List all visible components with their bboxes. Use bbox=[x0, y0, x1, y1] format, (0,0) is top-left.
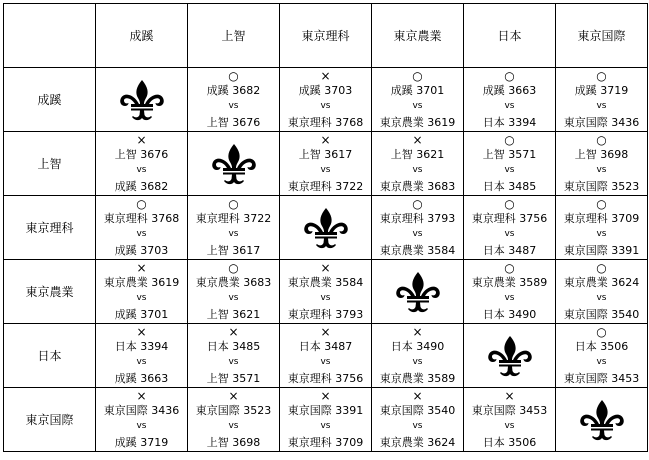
match-cell bbox=[188, 260, 280, 324]
home-score: 東京国際 3540 bbox=[379, 404, 456, 417]
table-row bbox=[4, 132, 648, 196]
diagonal-emblem-cell bbox=[372, 260, 464, 324]
away-score: 東京農業 3584 bbox=[379, 244, 456, 257]
away-score: 上智 3698 bbox=[206, 436, 261, 449]
fleur-de-lis-icon bbox=[118, 78, 166, 122]
row-header: 日本 bbox=[4, 324, 96, 388]
result-mark: × bbox=[504, 389, 515, 403]
vs-label: vs bbox=[320, 101, 331, 111]
result-mark: ○ bbox=[504, 261, 515, 275]
away-score: 成蹊 3701 bbox=[114, 308, 169, 321]
table-row bbox=[4, 388, 648, 452]
result-mark: × bbox=[320, 261, 331, 275]
result-mark: ○ bbox=[504, 69, 515, 83]
away-score: 日本 3506 bbox=[482, 436, 537, 449]
result-mark: × bbox=[412, 389, 423, 403]
match-cell bbox=[96, 132, 188, 196]
fleur-de-lis-icon bbox=[302, 206, 350, 250]
home-score: 上智 3698 bbox=[574, 148, 629, 161]
vs-label: vs bbox=[228, 357, 239, 367]
home-score: 日本 3394 bbox=[114, 340, 169, 353]
vs-label: vs bbox=[504, 421, 515, 431]
home-score: 上智 3617 bbox=[298, 148, 353, 161]
vs-label: vs bbox=[412, 357, 423, 367]
column-header: 日本 bbox=[464, 4, 556, 68]
diagonal-emblem-cell bbox=[280, 196, 372, 260]
vs-label: vs bbox=[412, 421, 423, 431]
table-row bbox=[4, 196, 648, 260]
result-mark: × bbox=[320, 69, 331, 83]
match-cell bbox=[556, 196, 648, 260]
match-cell bbox=[372, 132, 464, 196]
away-score: 東京理科 3722 bbox=[287, 180, 364, 193]
vs-label: vs bbox=[596, 357, 607, 367]
home-score: 東京国際 3523 bbox=[195, 404, 272, 417]
row-header: 東京理科 bbox=[4, 196, 96, 260]
home-score: 東京国際 3391 bbox=[287, 404, 364, 417]
result-mark: ○ bbox=[596, 69, 607, 83]
vs-label: vs bbox=[412, 101, 423, 111]
match-cell bbox=[280, 132, 372, 196]
match-cell bbox=[280, 260, 372, 324]
vs-label: vs bbox=[596, 293, 607, 303]
vs-label: vs bbox=[596, 229, 607, 239]
match-cell bbox=[188, 196, 280, 260]
home-score: 東京理科 3756 bbox=[471, 212, 548, 225]
result-mark: × bbox=[228, 389, 239, 403]
row-header: 東京農業 bbox=[4, 260, 96, 324]
fleur-de-lis-icon bbox=[394, 270, 442, 314]
match-cell bbox=[372, 388, 464, 452]
home-score: 上智 3621 bbox=[390, 148, 445, 161]
away-score: 日本 3485 bbox=[482, 180, 537, 193]
home-score: 成蹊 3682 bbox=[206, 84, 261, 97]
fleur-de-lis-icon bbox=[210, 142, 258, 186]
result-mark: × bbox=[136, 261, 147, 275]
vs-label: vs bbox=[596, 165, 607, 175]
column-header: 上智 bbox=[188, 4, 280, 68]
table-row bbox=[4, 68, 648, 132]
result-mark: ○ bbox=[412, 69, 423, 83]
match-cell bbox=[188, 324, 280, 388]
column-header: 東京国際 bbox=[556, 4, 648, 68]
home-score: 日本 3485 bbox=[206, 340, 261, 353]
vs-label: vs bbox=[504, 293, 515, 303]
match-cell bbox=[188, 388, 280, 452]
table-row bbox=[4, 260, 648, 324]
result-mark: ○ bbox=[596, 197, 607, 211]
home-score: 東京農業 3589 bbox=[471, 276, 548, 289]
away-score: 東京農業 3624 bbox=[379, 436, 456, 449]
result-mark: ○ bbox=[596, 325, 607, 339]
match-cell bbox=[96, 388, 188, 452]
home-score: 東京理科 3793 bbox=[379, 212, 456, 225]
home-score: 東京農業 3624 bbox=[563, 276, 640, 289]
away-score: 成蹊 3719 bbox=[114, 436, 169, 449]
result-mark: × bbox=[320, 325, 331, 339]
match-cell bbox=[372, 324, 464, 388]
vs-label: vs bbox=[320, 293, 331, 303]
vs-label: vs bbox=[228, 229, 239, 239]
vs-label: vs bbox=[320, 421, 331, 431]
result-mark: ○ bbox=[136, 197, 147, 211]
result-mark: ○ bbox=[596, 261, 607, 275]
home-score: 東京農業 3584 bbox=[287, 276, 364, 289]
away-score: 東京理科 3768 bbox=[287, 116, 364, 129]
row-header: 東京国際 bbox=[4, 388, 96, 452]
match-cell bbox=[464, 68, 556, 132]
match-cell bbox=[96, 260, 188, 324]
home-score: 上智 3571 bbox=[482, 148, 537, 161]
corner-cell bbox=[4, 4, 96, 68]
away-score: 東京国際 3523 bbox=[563, 180, 640, 193]
match-cell bbox=[556, 68, 648, 132]
row-header: 上智 bbox=[4, 132, 96, 196]
away-score: 上智 3617 bbox=[206, 244, 261, 257]
away-score: 東京国際 3436 bbox=[563, 116, 640, 129]
fleur-de-lis-icon bbox=[578, 398, 626, 442]
match-cell bbox=[96, 196, 188, 260]
match-cell bbox=[280, 388, 372, 452]
away-score: 日本 3490 bbox=[482, 308, 537, 321]
home-score: 日本 3490 bbox=[390, 340, 445, 353]
away-score: 成蹊 3663 bbox=[114, 372, 169, 385]
away-score: 東京農業 3683 bbox=[379, 180, 456, 193]
home-score: 成蹊 3703 bbox=[298, 84, 353, 97]
away-score: 上智 3621 bbox=[206, 308, 261, 321]
match-cell bbox=[188, 68, 280, 132]
match-cell bbox=[464, 132, 556, 196]
vs-label: vs bbox=[136, 357, 147, 367]
diagonal-emblem-cell bbox=[188, 132, 280, 196]
column-header: 東京農業 bbox=[372, 4, 464, 68]
diagonal-emblem-cell bbox=[96, 68, 188, 132]
result-mark: × bbox=[412, 325, 423, 339]
result-mark: × bbox=[320, 133, 331, 147]
home-score: 成蹊 3701 bbox=[390, 84, 445, 97]
result-mark: ○ bbox=[504, 133, 515, 147]
match-cell bbox=[280, 324, 372, 388]
result-mark: ○ bbox=[228, 261, 239, 275]
result-mark: ○ bbox=[412, 197, 423, 211]
result-mark: ○ bbox=[504, 197, 515, 211]
away-score: 東京農業 3589 bbox=[379, 372, 456, 385]
away-score: 東京国際 3453 bbox=[563, 372, 640, 385]
home-score: 東京農業 3683 bbox=[195, 276, 272, 289]
match-cell bbox=[280, 68, 372, 132]
result-mark: × bbox=[412, 133, 423, 147]
vs-label: vs bbox=[136, 229, 147, 239]
match-cell bbox=[96, 324, 188, 388]
header-row bbox=[4, 4, 648, 68]
result-mark: × bbox=[228, 325, 239, 339]
away-score: 成蹊 3682 bbox=[114, 180, 169, 193]
vs-label: vs bbox=[136, 165, 147, 175]
result-mark: × bbox=[320, 389, 331, 403]
away-score: 上智 3676 bbox=[206, 116, 261, 129]
diagonal-emblem-cell bbox=[464, 324, 556, 388]
column-header: 東京理科 bbox=[280, 4, 372, 68]
home-score: 東京理科 3768 bbox=[103, 212, 180, 225]
row-header: 成蹊 bbox=[4, 68, 96, 132]
home-score: 日本 3506 bbox=[574, 340, 629, 353]
home-score: 東京理科 3722 bbox=[195, 212, 272, 225]
vs-label: vs bbox=[228, 421, 239, 431]
vs-label: vs bbox=[320, 165, 331, 175]
result-mark: × bbox=[136, 325, 147, 339]
result-mark: ○ bbox=[596, 133, 607, 147]
vs-label: vs bbox=[412, 229, 423, 239]
vs-label: vs bbox=[596, 101, 607, 111]
away-score: 成蹊 3703 bbox=[114, 244, 169, 257]
home-score: 日本 3487 bbox=[298, 340, 353, 353]
match-cell bbox=[556, 132, 648, 196]
match-cell bbox=[464, 196, 556, 260]
vs-label: vs bbox=[504, 165, 515, 175]
result-mark: × bbox=[136, 389, 147, 403]
match-cell bbox=[556, 260, 648, 324]
vs-label: vs bbox=[136, 293, 147, 303]
home-score: 上智 3676 bbox=[114, 148, 169, 161]
match-cell bbox=[464, 260, 556, 324]
match-cell bbox=[556, 324, 648, 388]
vs-label: vs bbox=[228, 101, 239, 111]
home-score: 成蹊 3663 bbox=[482, 84, 537, 97]
home-score: 東京理科 3709 bbox=[563, 212, 640, 225]
away-score: 東京農業 3619 bbox=[379, 116, 456, 129]
home-score: 東京農業 3619 bbox=[103, 276, 180, 289]
home-score: 東京国際 3453 bbox=[471, 404, 548, 417]
vs-label: vs bbox=[412, 165, 423, 175]
away-score: 上智 3571 bbox=[206, 372, 261, 385]
match-cell bbox=[464, 388, 556, 452]
diagonal-emblem-cell bbox=[556, 388, 648, 452]
table-row bbox=[4, 324, 648, 388]
vs-label: vs bbox=[320, 357, 331, 367]
vs-label: vs bbox=[136, 421, 147, 431]
result-mark: ○ bbox=[228, 197, 239, 211]
away-score: 東京理科 3756 bbox=[287, 372, 364, 385]
result-mark: ○ bbox=[228, 69, 239, 83]
match-cell bbox=[372, 196, 464, 260]
away-score: 東京国際 3540 bbox=[563, 308, 640, 321]
home-score: 成蹊 3719 bbox=[574, 84, 629, 97]
fleur-de-lis-icon bbox=[486, 334, 534, 378]
away-score: 東京国際 3391 bbox=[563, 244, 640, 257]
home-score: 東京国際 3436 bbox=[103, 404, 180, 417]
away-score: 東京理科 3793 bbox=[287, 308, 364, 321]
match-cell bbox=[372, 68, 464, 132]
vs-label: vs bbox=[504, 101, 515, 111]
away-score: 東京理科 3709 bbox=[287, 436, 364, 449]
match-results-table bbox=[3, 3, 648, 452]
column-header: 成蹊 bbox=[96, 4, 188, 68]
vs-label: vs bbox=[228, 293, 239, 303]
away-score: 日本 3394 bbox=[482, 116, 537, 129]
vs-label: vs bbox=[504, 229, 515, 239]
away-score: 日本 3487 bbox=[482, 244, 537, 257]
result-mark: × bbox=[136, 133, 147, 147]
